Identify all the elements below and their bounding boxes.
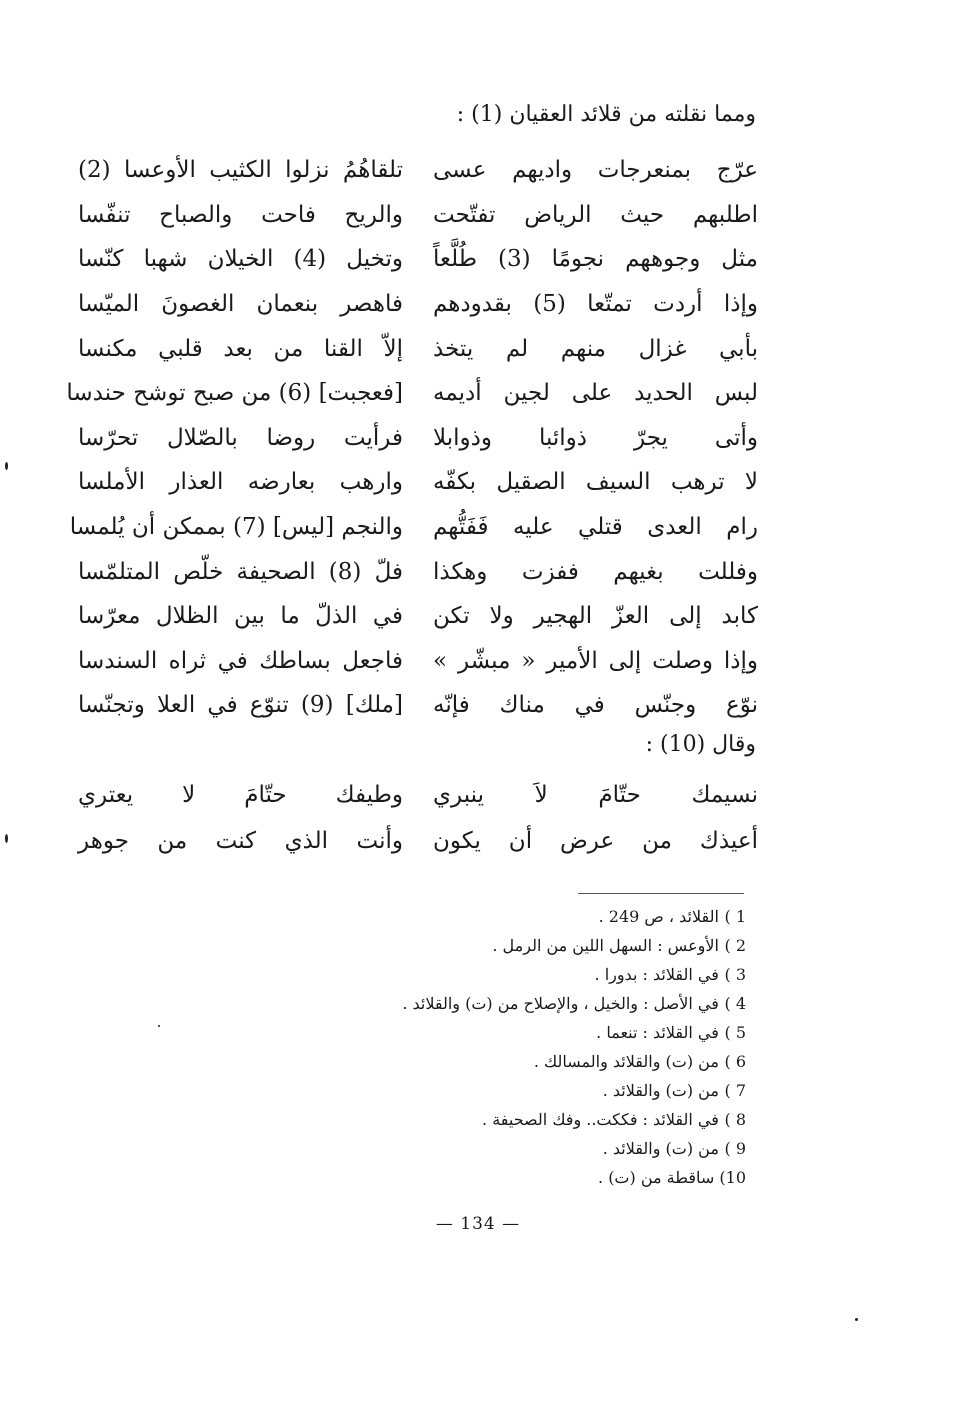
- verse: [78, 326, 758, 371]
- verse-first-hemistich: نوّع وجنّس في مناك فإنّه: [433, 692, 758, 719]
- verse-second-hemistich: فلّ (8) الصحيفة خلّص المتلمّسا: [78, 558, 403, 585]
- footnote-number: 6 ): [724, 1052, 746, 1071]
- verse-first-hemistich: عرّج بمنعرجات واديهم عسى: [433, 157, 758, 184]
- verse: [78, 193, 758, 238]
- verse-first-hemistich: لبس الحديد على لجين أديمه: [433, 380, 758, 407]
- verse-second-hemistich: والريح فاحت والصباح تنفّسا: [78, 201, 403, 228]
- verse-first-hemistich: مثل وجوههم نجومًا (3) طُلَّعاً: [433, 246, 758, 273]
- verse-first-hemistich: أعيذك من عرض أن يكون: [433, 828, 758, 854]
- footnote-number: 3 ): [724, 965, 746, 984]
- verse: [78, 683, 758, 728]
- verse-second-hemistich: وارهب بعارضه العذار الأملسا: [78, 469, 403, 496]
- verse: [78, 460, 758, 505]
- footnote-text: من (ت) والقلائد والمسالك .: [533, 1052, 719, 1071]
- scan-speck: [5, 834, 8, 843]
- verse-first-hemistich: لا ترهب السيف الصقيل بكفّه: [433, 469, 758, 496]
- poem-two: [78, 772, 758, 864]
- footnote-text: من (ت) والقلائد .: [602, 1139, 719, 1158]
- footnote-text: في الأصل : والخيل ، والإصلاح من (ت) والقلائد .: [402, 994, 719, 1013]
- footnote: [402, 1018, 746, 1047]
- footnote-number: 4 ): [724, 994, 746, 1013]
- footnote-text: القلائد ، ص 249 .: [598, 907, 719, 926]
- footnote-number: 7 ): [724, 1081, 746, 1100]
- verse-first-hemistich: وأتى يجرّ ذوائبا وذوابلا: [433, 424, 758, 451]
- scan-speck: [158, 1025, 160, 1027]
- verse-second-hemistich: في الذلّ ما بين الظلال معرّسا: [78, 603, 403, 630]
- footnote-text: ساقطة من (ت) .: [598, 1168, 715, 1187]
- footnote-text: الأوعس : السهل اللين من الرمل .: [492, 936, 719, 955]
- verse-first-hemistich: كابد إلى العزّ الهجير ولا تكن: [433, 603, 758, 630]
- page-number: — 134 —: [435, 1214, 521, 1234]
- verse-second-hemistich: فرأيت روضا بالصّلال تحرّسا: [78, 424, 403, 451]
- footnote-number: 1 ): [724, 907, 746, 926]
- verse-second-hemistich: [ملك] (9) تنوّع في العلا وتجنّسا: [78, 692, 403, 719]
- verse-second-hemistich: وأنت الذي كنت من جوهر: [78, 828, 403, 854]
- footnote: [402, 960, 746, 989]
- footnote-number: 2 ): [724, 936, 746, 955]
- footnote-text: في القلائد : بدورا .: [594, 965, 719, 984]
- verse: [78, 282, 758, 327]
- verse-first-hemistich: وفللت بغيهم ففزت وهكذا: [433, 558, 758, 585]
- verse-second-hemistich: إلاّ القنا من بعد قلبي مكنسا: [78, 335, 403, 362]
- verse-first-hemistich: بأبي غزال منهم لم يتخذ: [433, 335, 758, 362]
- footnote-number: 9 ): [724, 1139, 746, 1158]
- footnote: [402, 1047, 746, 1076]
- footnote-text: في القلائد : فككت.. وفك الصحيفة .: [482, 1110, 719, 1129]
- footnote: [402, 1076, 746, 1105]
- verse-second-hemistich: فاجعل بساطك في ثراه السندسا: [78, 647, 403, 674]
- verse: [78, 148, 758, 193]
- verse: [78, 772, 758, 818]
- verse: [78, 639, 758, 684]
- footnote-separator: [578, 893, 744, 894]
- verse: [78, 237, 758, 282]
- verse: [78, 416, 758, 461]
- verse-second-hemistich: [فعجبت] (6) من صبح توشح حندسا: [66, 380, 403, 407]
- verse-second-hemistich: تلقاهُمُ نزلوا الكثيب الأوعسا (2): [78, 157, 403, 184]
- verse-second-hemistich: والنجم [ليس] (7) بممكن أن يُلمسا: [69, 514, 403, 541]
- poem-one: [66, 148, 758, 728]
- footnote: [402, 931, 746, 960]
- footnote-number: 8 ): [724, 1110, 746, 1129]
- verse-second-hemistich: وطيفك حتّامَ لا يعتري: [78, 782, 403, 808]
- footnote: [402, 1105, 746, 1134]
- footnote-text: في القلائد : تنعما .: [596, 1023, 719, 1042]
- scan-speck: [855, 1318, 858, 1321]
- footnote-number: 10): [719, 1168, 746, 1187]
- scan-speck: [5, 462, 8, 470]
- footnote: [402, 989, 746, 1018]
- verse: [78, 818, 758, 864]
- verse-first-hemistich: اطلبهم حيث الرياض تفتّحت: [433, 201, 758, 228]
- verse: [78, 594, 758, 639]
- verse-first-hemistich: وإذا وصلت إلى الأمير « مبشّر »: [433, 647, 758, 674]
- intro-line: ومما نقلته من قلائد العقيان (1) :: [456, 102, 756, 127]
- footnote: [402, 1134, 746, 1163]
- footnote: [402, 1163, 746, 1192]
- footnote: [402, 902, 746, 931]
- verse-second-hemistich: وتخيل (4) الخيلان شهبا كنّسا: [78, 246, 403, 273]
- footnotes: [402, 902, 746, 1192]
- verse-second-hemistich: فاهصر بنعمان الغصونَ الميّسا: [78, 291, 403, 318]
- footnote-text: من (ت) والقلائد .: [602, 1081, 719, 1100]
- verse-first-hemistich: رام العدى قتلي عليه فَفَتُّهم: [433, 514, 758, 541]
- verse: [69, 505, 758, 550]
- verse: [78, 549, 758, 594]
- footnote-number: 5 ): [724, 1023, 746, 1042]
- second-intro-line: وقال (10) :: [645, 732, 756, 757]
- verse: [66, 371, 758, 416]
- verse-first-hemistich: وإذا أردت تمتّعا (5) بقدودهم: [433, 291, 758, 318]
- verse-first-hemistich: نسيمك حتّامَ لاَ ينبري: [433, 782, 758, 808]
